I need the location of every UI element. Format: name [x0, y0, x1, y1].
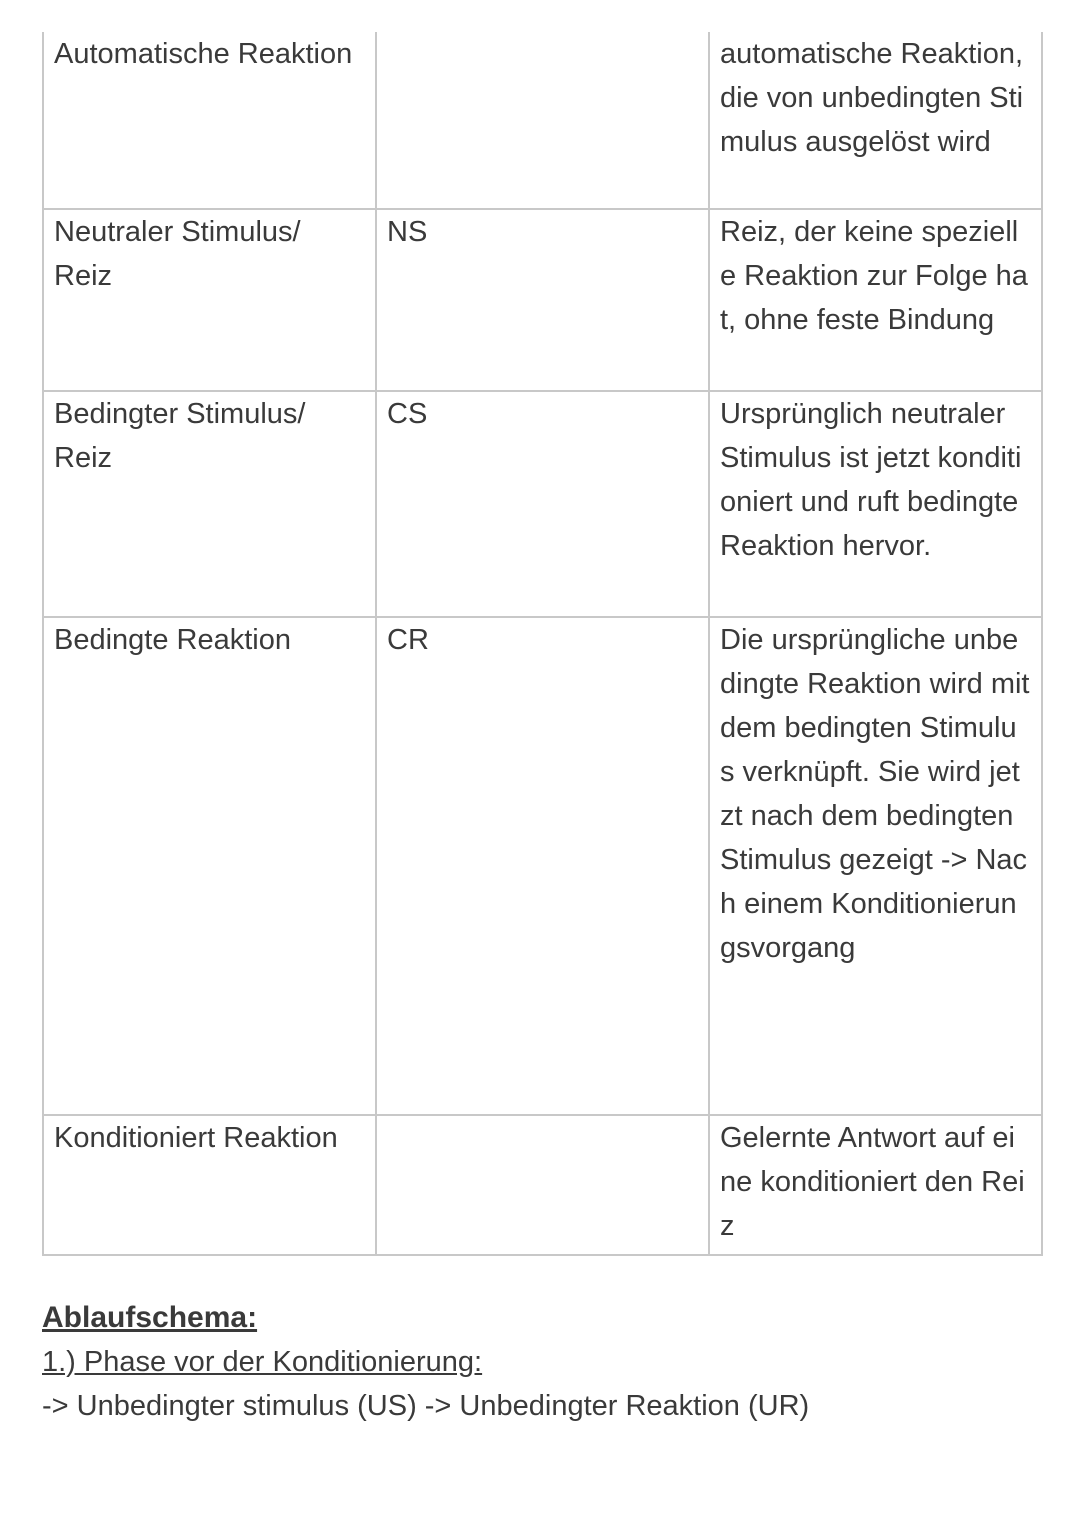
definition-cell	[709, 391, 1042, 617]
table-row	[43, 32, 1042, 209]
abbreviation-text	[387, 32, 698, 38]
definition-cell	[709, 1115, 1042, 1255]
table-row	[43, 209, 1042, 391]
term-cell	[43, 209, 376, 391]
conditioning-terms-table	[42, 32, 1043, 1256]
abbreviation-text: CS	[387, 398, 428, 430]
definition-text: Gelernte Antwort auf eine konditioniert den Reiz	[720, 1122, 1025, 1242]
definition-text: automatische Reaktion, die von unbedingten Stimulus ausgelöst wird	[720, 38, 1024, 158]
abbreviation-cell	[376, 617, 709, 1115]
abbreviation-cell	[376, 32, 709, 209]
definition-cell	[709, 209, 1042, 391]
section-heading: Ablaufschema:	[42, 1301, 258, 1334]
term-text: Konditioniert Reaktion	[54, 1122, 338, 1154]
abbreviation-cell	[376, 1115, 709, 1255]
definition-text: Reiz, der keine spezielle Reaktion zur Folge hat, ohne feste Bindung	[720, 216, 1028, 336]
term-cell	[43, 391, 376, 617]
term-text: Bedingte Reaktion	[54, 624, 291, 656]
term-text: Neutraler Stimulus/ Reiz	[54, 216, 301, 292]
abbreviation-cell	[376, 209, 709, 391]
abbreviation-text	[387, 1116, 698, 1122]
term-cell	[43, 1115, 376, 1255]
table-row	[43, 391, 1042, 617]
phase-heading: 1.) Phase vor der Konditionierung:	[42, 1346, 483, 1378]
abbreviation-text: NS	[387, 216, 428, 248]
term-text: Automatische Reaktion	[54, 38, 353, 70]
table-row	[43, 617, 1042, 1115]
definition-text: Die ursprüngliche unbedingte Reaktion wird mit dem bedingten Stimulus verknüpft. Sie wird jetzt nach dem bedingten Stimulus gezeigt -> Nach einem Konditionierungsvorgang	[720, 624, 1030, 964]
definition-cell	[709, 32, 1042, 209]
term-cell	[43, 617, 376, 1115]
abbreviation-cell	[376, 391, 709, 617]
flow-scheme-section	[42, 1296, 1042, 1428]
term-cell	[43, 32, 376, 209]
flow-description: -> Unbedingter stimulus (US) -> Unbedingter Reaktion (UR)	[42, 1390, 810, 1422]
definition-cell	[709, 617, 1042, 1115]
abbreviation-text: CR	[387, 624, 429, 656]
definition-text: Ursprünglich neutraler Stimulus ist jetzt konditioniert und ruft bedingte Reaktion hervor.	[720, 398, 1022, 562]
table-row	[43, 1115, 1042, 1255]
term-text: Bedingter Stimulus/ Reiz	[54, 398, 306, 474]
